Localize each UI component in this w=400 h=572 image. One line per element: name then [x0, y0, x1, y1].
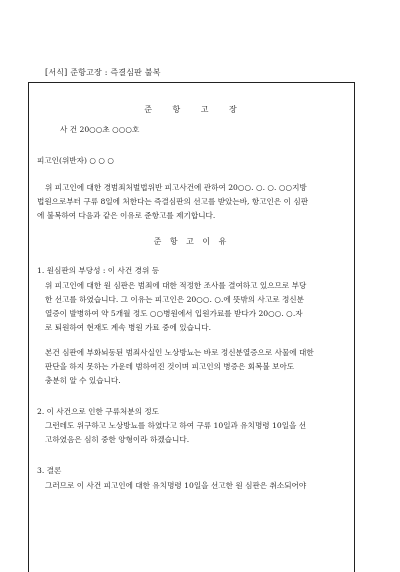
document-title: 준 항 고 장 — [144, 105, 239, 114]
form-label: [서식] 준항고장 : 즉결심판 불복 — [45, 68, 161, 77]
section-2-heading: 2. 이 사건으로 인한 구류처분의 정도 — [37, 407, 160, 416]
section-1-para2-line-2: 판단을 하지 못하는 가운데 범하여진 것이며 피고인의 병증은 회복불 보아도 — [45, 362, 295, 371]
document-box — [28, 82, 355, 572]
section-1-line-2: 한 선고를 하였습니다. 그 이유는 피고인은 20○○. ○.에 뜻밖의 사고로 정신분 — [45, 295, 304, 304]
section-1-heading: 1. 원심판의 부당성 : 이 사건 경위 등 — [37, 266, 160, 275]
intro-line-3: 에 불복하여 다음과 같은 이유로 준항고를 제기합니다. — [37, 211, 216, 220]
case-line: 사 건 20○○초 ○○○호 — [60, 125, 140, 134]
section-1-line-1: 위 피고인에 대한 원 심판은 범죄에 대한 적정한 조사를 결여하고 있으므로 부당 — [45, 281, 307, 290]
section-1-line-4: 로 퇴원하여 현재도 계속 병원 가료 중에 있습니다. — [45, 323, 212, 332]
section-1-para2-line-3: 충분히 알 수 있습니다. — [45, 376, 121, 385]
intro-line-1: 위 피고인에 대한 경범죄처벌법위반 피고사건에 관하여 20○○. ○. ○. ○○지방 — [45, 183, 307, 192]
section-3-line-1: 그러므로 이 사건 피고인에 대한 유치명령 10일을 선고한 원 심판은 취소되어야 — [45, 481, 307, 490]
section-1-line-3: 열증이 발병하여 약 5개월 정도 ○○병원에서 입원가료를 받다가 20○○. ○.자 — [45, 309, 303, 318]
section-2-line-1: 그런데도 위구하고 노상방뇨를 하였다고 하여 구류 10일과 유치명령 10일을 선 — [45, 421, 307, 430]
reasons-title: 준 항 고 이 유 — [153, 237, 230, 246]
intro-line-2: 법원으로부터 구류 8일에 처한다는 즉결심판의 선고를 받았는바, 항고인은 이 심판 — [37, 197, 309, 206]
party-line: 피고인(위반자) ○ ○ ○ — [37, 156, 115, 165]
section-1-para2-line-1: 본건 심판에 부화뇌동된 범죄사실인 노상방뇨는 바로 정신분열증으로 사물에 대한 — [45, 348, 314, 357]
section-2-line-2: 고하였음은 심히 중한 양형이라 하겠습니다. — [45, 435, 190, 444]
section-3-heading: 3. 결론 — [37, 466, 62, 475]
